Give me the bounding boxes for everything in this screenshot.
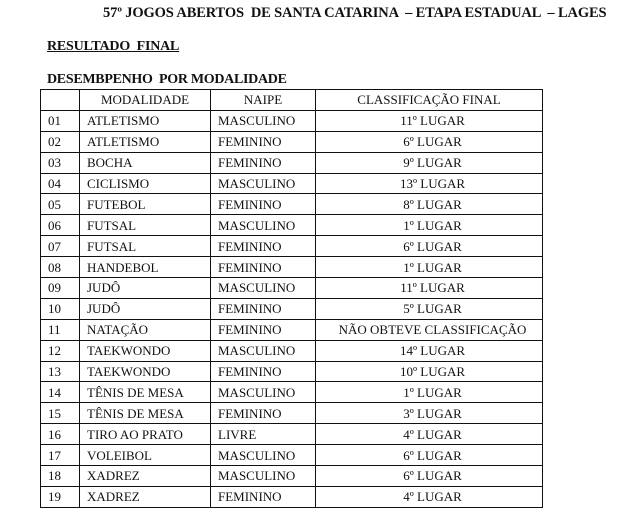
row-modalidade: TAEKWONDO (80, 340, 211, 361)
row-modalidade: HANDEBOL (80, 257, 211, 278)
table-row (41, 194, 543, 215)
table-row (41, 466, 543, 487)
table-row (41, 319, 543, 340)
row-number: 12 (41, 340, 80, 361)
table-row (41, 361, 543, 382)
row-modalidade: ATLETISMO (80, 110, 211, 131)
row-naipe: FEMININO (211, 486, 316, 507)
row-naipe: FEMININO (211, 152, 316, 173)
row-classificacao: 14º LUGAR (316, 340, 543, 361)
row-modalidade: TÊNIS DE MESA (80, 382, 211, 403)
row-classificacao: NÃO OBTEVE CLASSIFICAÇÃO (316, 319, 543, 340)
header-classificacao: CLASSIFICAÇÃO FINAL (316, 90, 543, 111)
result-heading: RESULTADO FINAL (47, 39, 180, 54)
row-naipe: MASCULINO (211, 382, 316, 403)
row-number: 09 (41, 278, 80, 299)
row-number: 19 (41, 486, 80, 507)
table-row (41, 131, 543, 152)
table-row (41, 278, 543, 299)
table-row (41, 340, 543, 361)
row-naipe: MASCULINO (211, 110, 316, 131)
row-modalidade: XADREZ (80, 486, 211, 507)
table-header-row (41, 90, 543, 111)
row-number: 13 (41, 361, 80, 382)
row-number: 14 (41, 382, 80, 403)
row-naipe: FEMININO (211, 194, 316, 215)
row-naipe: FEMININO (211, 257, 316, 278)
header-number (41, 90, 80, 111)
table-row (41, 236, 543, 257)
row-naipe: FEMININO (211, 403, 316, 424)
results-table (40, 89, 543, 508)
table-row (41, 403, 543, 424)
row-number: 02 (41, 131, 80, 152)
row-naipe: MASCULINO (211, 215, 316, 236)
row-classificacao: 1º LUGAR (316, 257, 543, 278)
row-modalidade: FUTSAL (80, 236, 211, 257)
row-number: 11 (41, 319, 80, 340)
table-row (41, 110, 543, 131)
row-naipe: FEMININO (211, 319, 316, 340)
row-modalidade: NATAÇÃO (80, 319, 211, 340)
table-row (41, 298, 543, 319)
table-row (41, 215, 543, 236)
row-classificacao: 3º LUGAR (316, 403, 543, 424)
document-title: 57º JOGOS ABERTOS DE SANTA CATARINA – ETAPA ESTADUAL – LAGES (103, 5, 607, 21)
row-naipe: FEMININO (211, 361, 316, 382)
row-classificacao: 6º LUGAR (316, 445, 543, 466)
row-modalidade: FUTSAL (80, 215, 211, 236)
row-classificacao: 6º LUGAR (316, 466, 543, 487)
row-classificacao: 5º LUGAR (316, 298, 543, 319)
row-modalidade: JUDÔ (80, 278, 211, 299)
row-classificacao: 11º LUGAR (316, 278, 543, 299)
row-classificacao: 1º LUGAR (316, 215, 543, 236)
row-modalidade: TIRO AO PRATO (80, 424, 211, 445)
row-modalidade: TÊNIS DE MESA (80, 403, 211, 424)
row-number: 07 (41, 236, 80, 257)
row-modalidade: FUTEBOL (80, 194, 211, 215)
row-classificacao: 11º LUGAR (316, 110, 543, 131)
row-naipe: FEMININO (211, 131, 316, 152)
row-classificacao: 9º LUGAR (316, 152, 543, 173)
row-number: 10 (41, 298, 80, 319)
row-naipe: MASCULINO (211, 466, 316, 487)
row-classificacao: 10º LUGAR (316, 361, 543, 382)
row-naipe: MASCULINO (211, 340, 316, 361)
header-modalidade: MODALIDADE (80, 90, 211, 111)
row-naipe: MASCULINO (211, 445, 316, 466)
table-row (41, 424, 543, 445)
row-classificacao: 4º LUGAR (316, 486, 543, 507)
row-classificacao: 13º LUGAR (316, 173, 543, 194)
row-modalidade: BOCHA (80, 152, 211, 173)
row-naipe: MASCULINO (211, 173, 316, 194)
table-row (41, 173, 543, 194)
section-heading: DESEMBPENHO POR MODALIDADE (47, 72, 287, 87)
row-classificacao: 4º LUGAR (316, 424, 543, 445)
row-number: 05 (41, 194, 80, 215)
row-number: 16 (41, 424, 80, 445)
row-naipe: MASCULINO (211, 278, 316, 299)
table-row (41, 445, 543, 466)
row-modalidade: XADREZ (80, 466, 211, 487)
row-naipe: FEMININO (211, 236, 316, 257)
table-row (41, 486, 543, 507)
row-modalidade: TAEKWONDO (80, 361, 211, 382)
table-row (41, 152, 543, 173)
row-modalidade: JUDÔ (80, 298, 211, 319)
header-naipe: NAIPE (211, 90, 316, 111)
row-modalidade: ATLETISMO (80, 131, 211, 152)
row-modalidade: VOLEIBOL (80, 445, 211, 466)
row-number: 08 (41, 257, 80, 278)
row-naipe: LIVRE (211, 424, 316, 445)
row-classificacao: 6º LUGAR (316, 236, 543, 257)
row-number: 04 (41, 173, 80, 194)
row-number: 17 (41, 445, 80, 466)
row-modalidade: CICLISMO (80, 173, 211, 194)
row-number: 15 (41, 403, 80, 424)
row-number: 06 (41, 215, 80, 236)
row-naipe: FEMININO (211, 298, 316, 319)
table-row (41, 257, 543, 278)
table-row (41, 382, 543, 403)
row-number: 01 (41, 110, 80, 131)
row-classificacao: 8º LUGAR (316, 194, 543, 215)
row-classificacao: 6º LUGAR (316, 131, 543, 152)
row-number: 03 (41, 152, 80, 173)
row-number: 18 (41, 466, 80, 487)
row-classificacao: 1º LUGAR (316, 382, 543, 403)
